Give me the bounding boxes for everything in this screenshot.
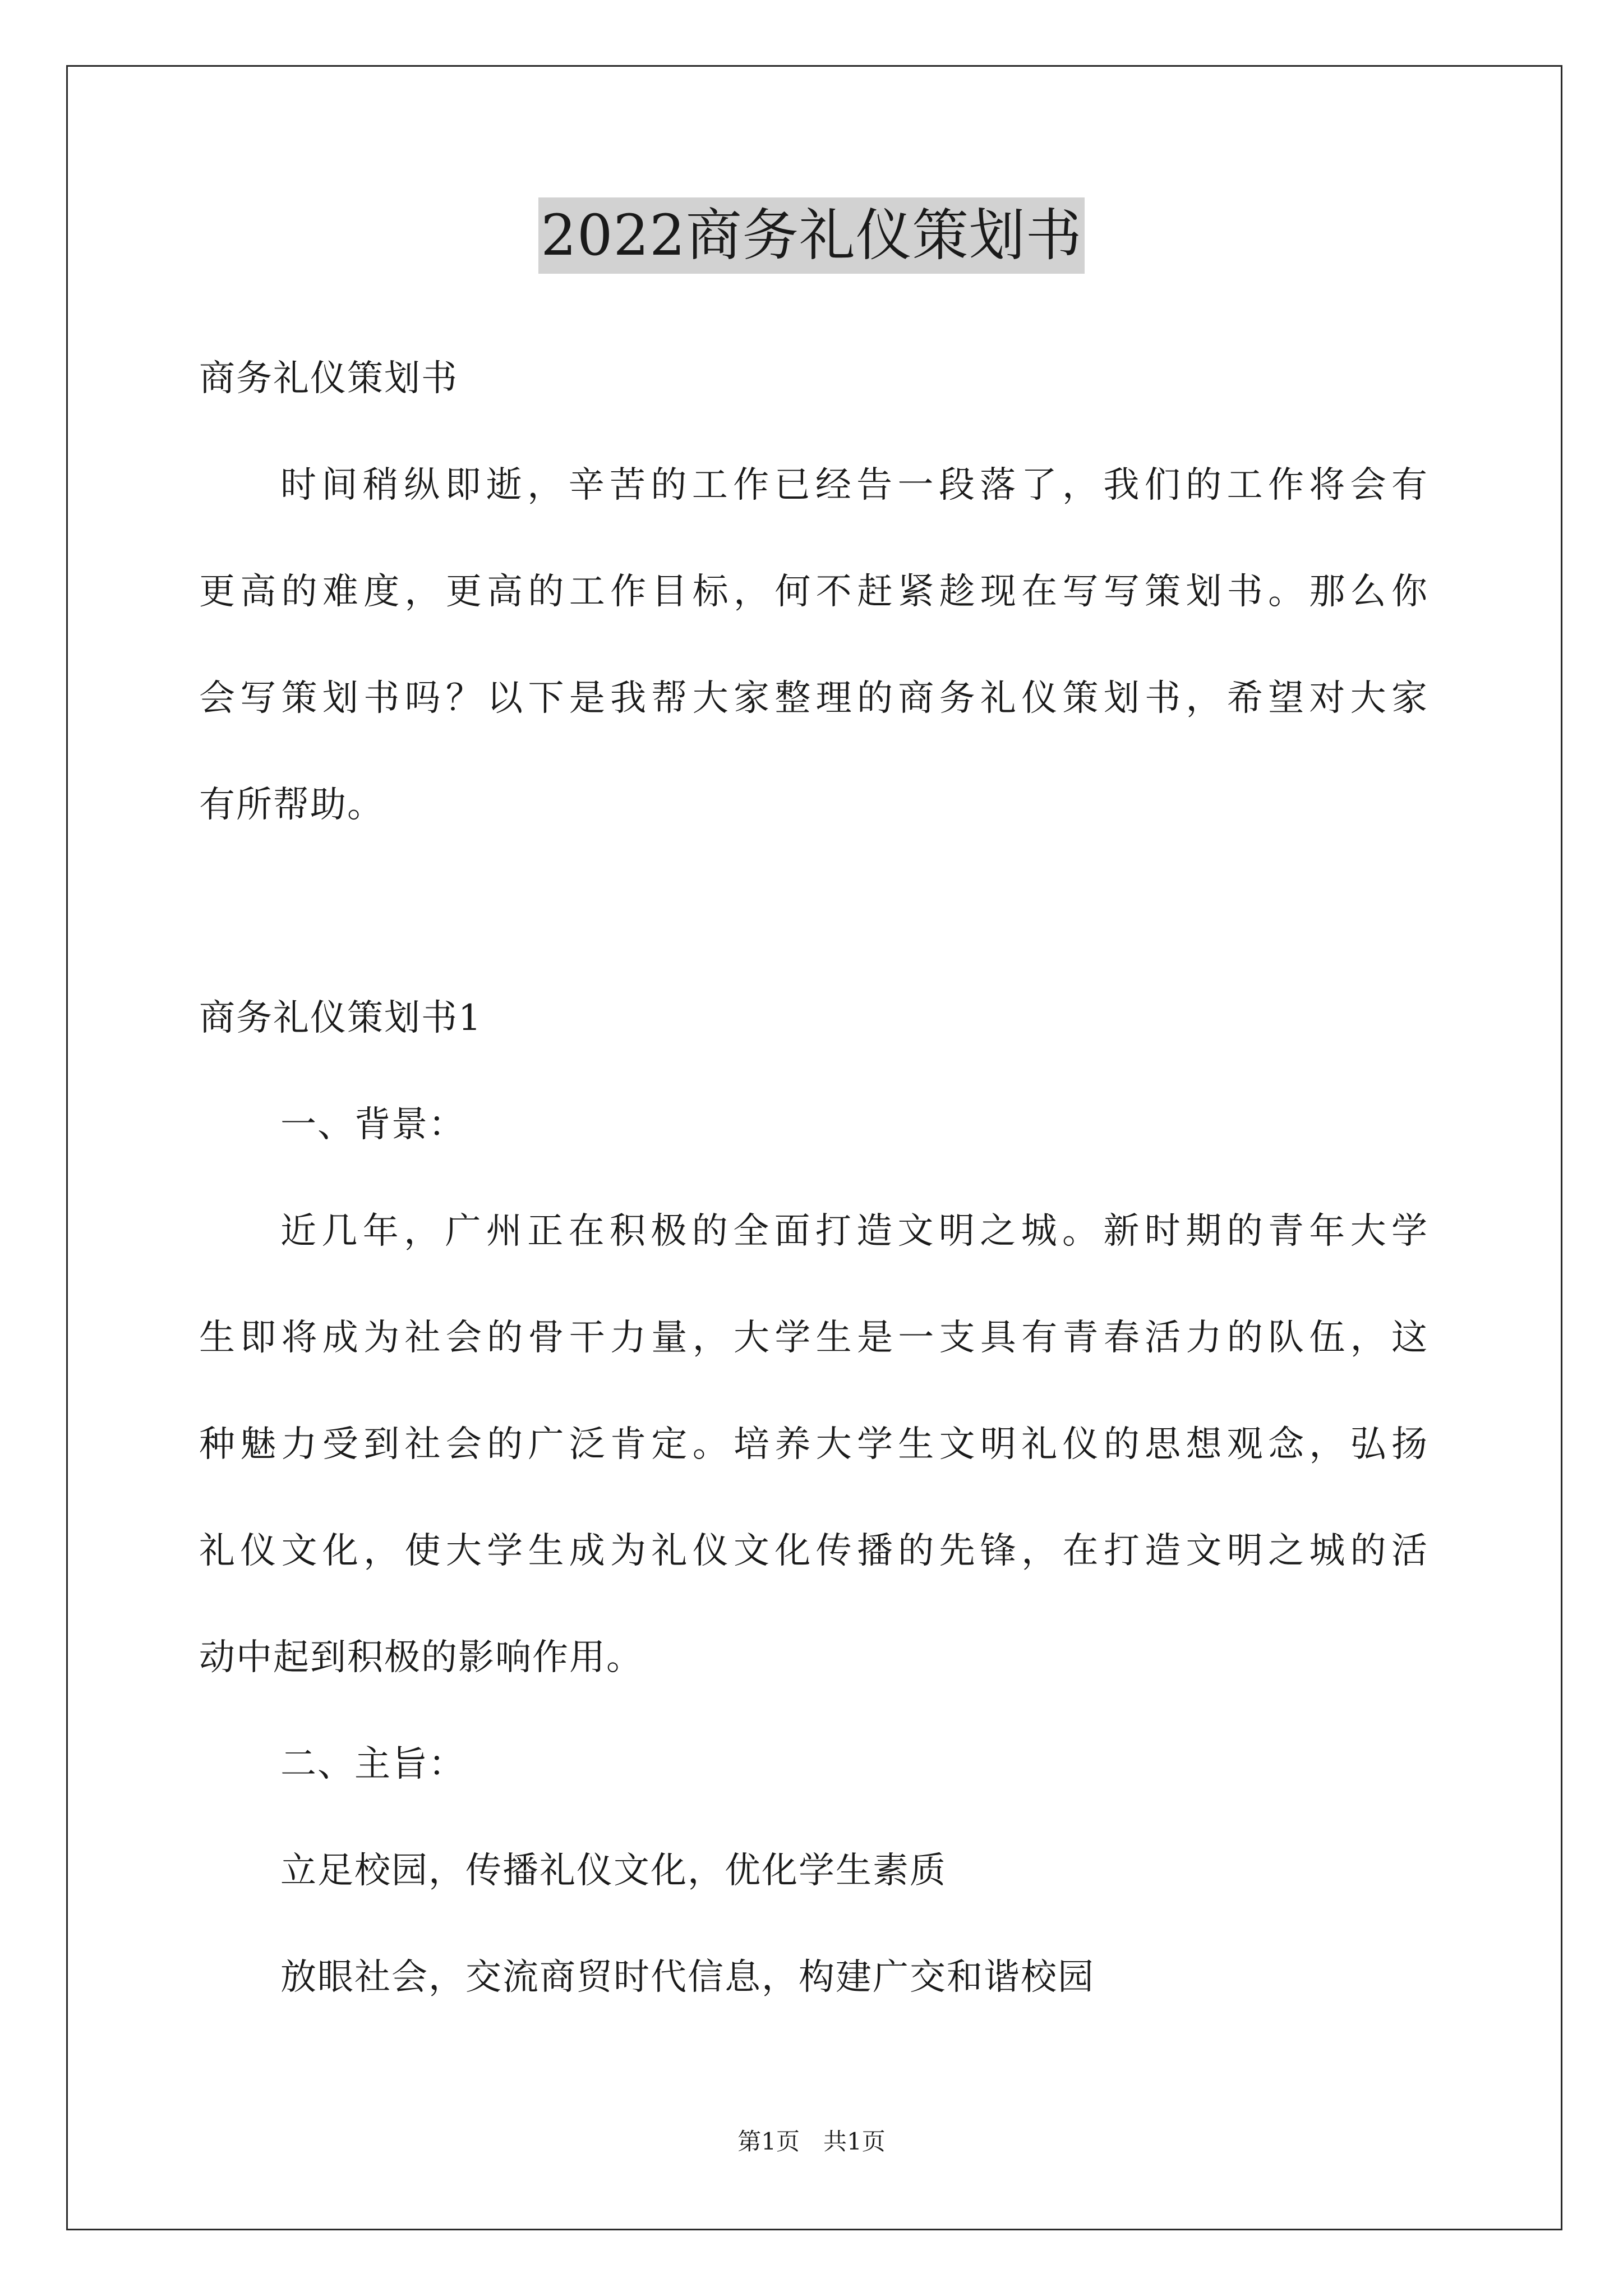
title-block bbox=[0, 197, 1623, 274]
background-line: 种魅力受到社会的广泛肯定。培养大学生文明礼仪的思想观念，弘扬 bbox=[199, 1424, 1427, 1465]
document-title: 2022商务礼仪策划书 bbox=[538, 197, 1085, 274]
background-line: 动中起到积极的影响作用。 bbox=[199, 1637, 643, 1678]
background-line: 生即将成为社会的骨干力量，大学生是一支具有青春活力的队伍，这 bbox=[199, 1317, 1427, 1359]
intro-line: 有所帮助。 bbox=[199, 784, 384, 826]
background-heading: 一、背景： bbox=[280, 1104, 465, 1145]
purpose-line: 放眼社会，交流商贸时代信息，构建广交和谐校园 bbox=[280, 1957, 1095, 1998]
background-line: 礼仪文化，使大学生成为礼仪文化传播的先锋，在打造文明之城的活 bbox=[199, 1530, 1427, 1572]
intro-line: 时间稍纵即逝，辛苦的工作已经告一段落了，我们的工作将会有 bbox=[280, 464, 1427, 506]
intro-line: 更高的难度，更高的工作目标，何不赶紧趁现在写写策划书。那么你 bbox=[199, 571, 1427, 613]
background-line: 近几年，广州正在积极的全面打造文明之城。新时期的青年大学 bbox=[280, 1211, 1427, 1252]
page-footer: 第1页 共1页 bbox=[737, 2128, 886, 2155]
purpose-line: 立足校园，传播礼仪文化，优化学生素质 bbox=[280, 1850, 947, 1892]
section-heading: 商务礼仪策划书1 bbox=[199, 997, 482, 1039]
intro-line: 会写策划书吗？以下是我帮大家整理的商务礼仪策划书，希望对大家 bbox=[199, 678, 1427, 719]
subtitle: 商务礼仪策划书 bbox=[199, 358, 458, 399]
purpose-heading: 二、主旨： bbox=[280, 1743, 465, 1785]
